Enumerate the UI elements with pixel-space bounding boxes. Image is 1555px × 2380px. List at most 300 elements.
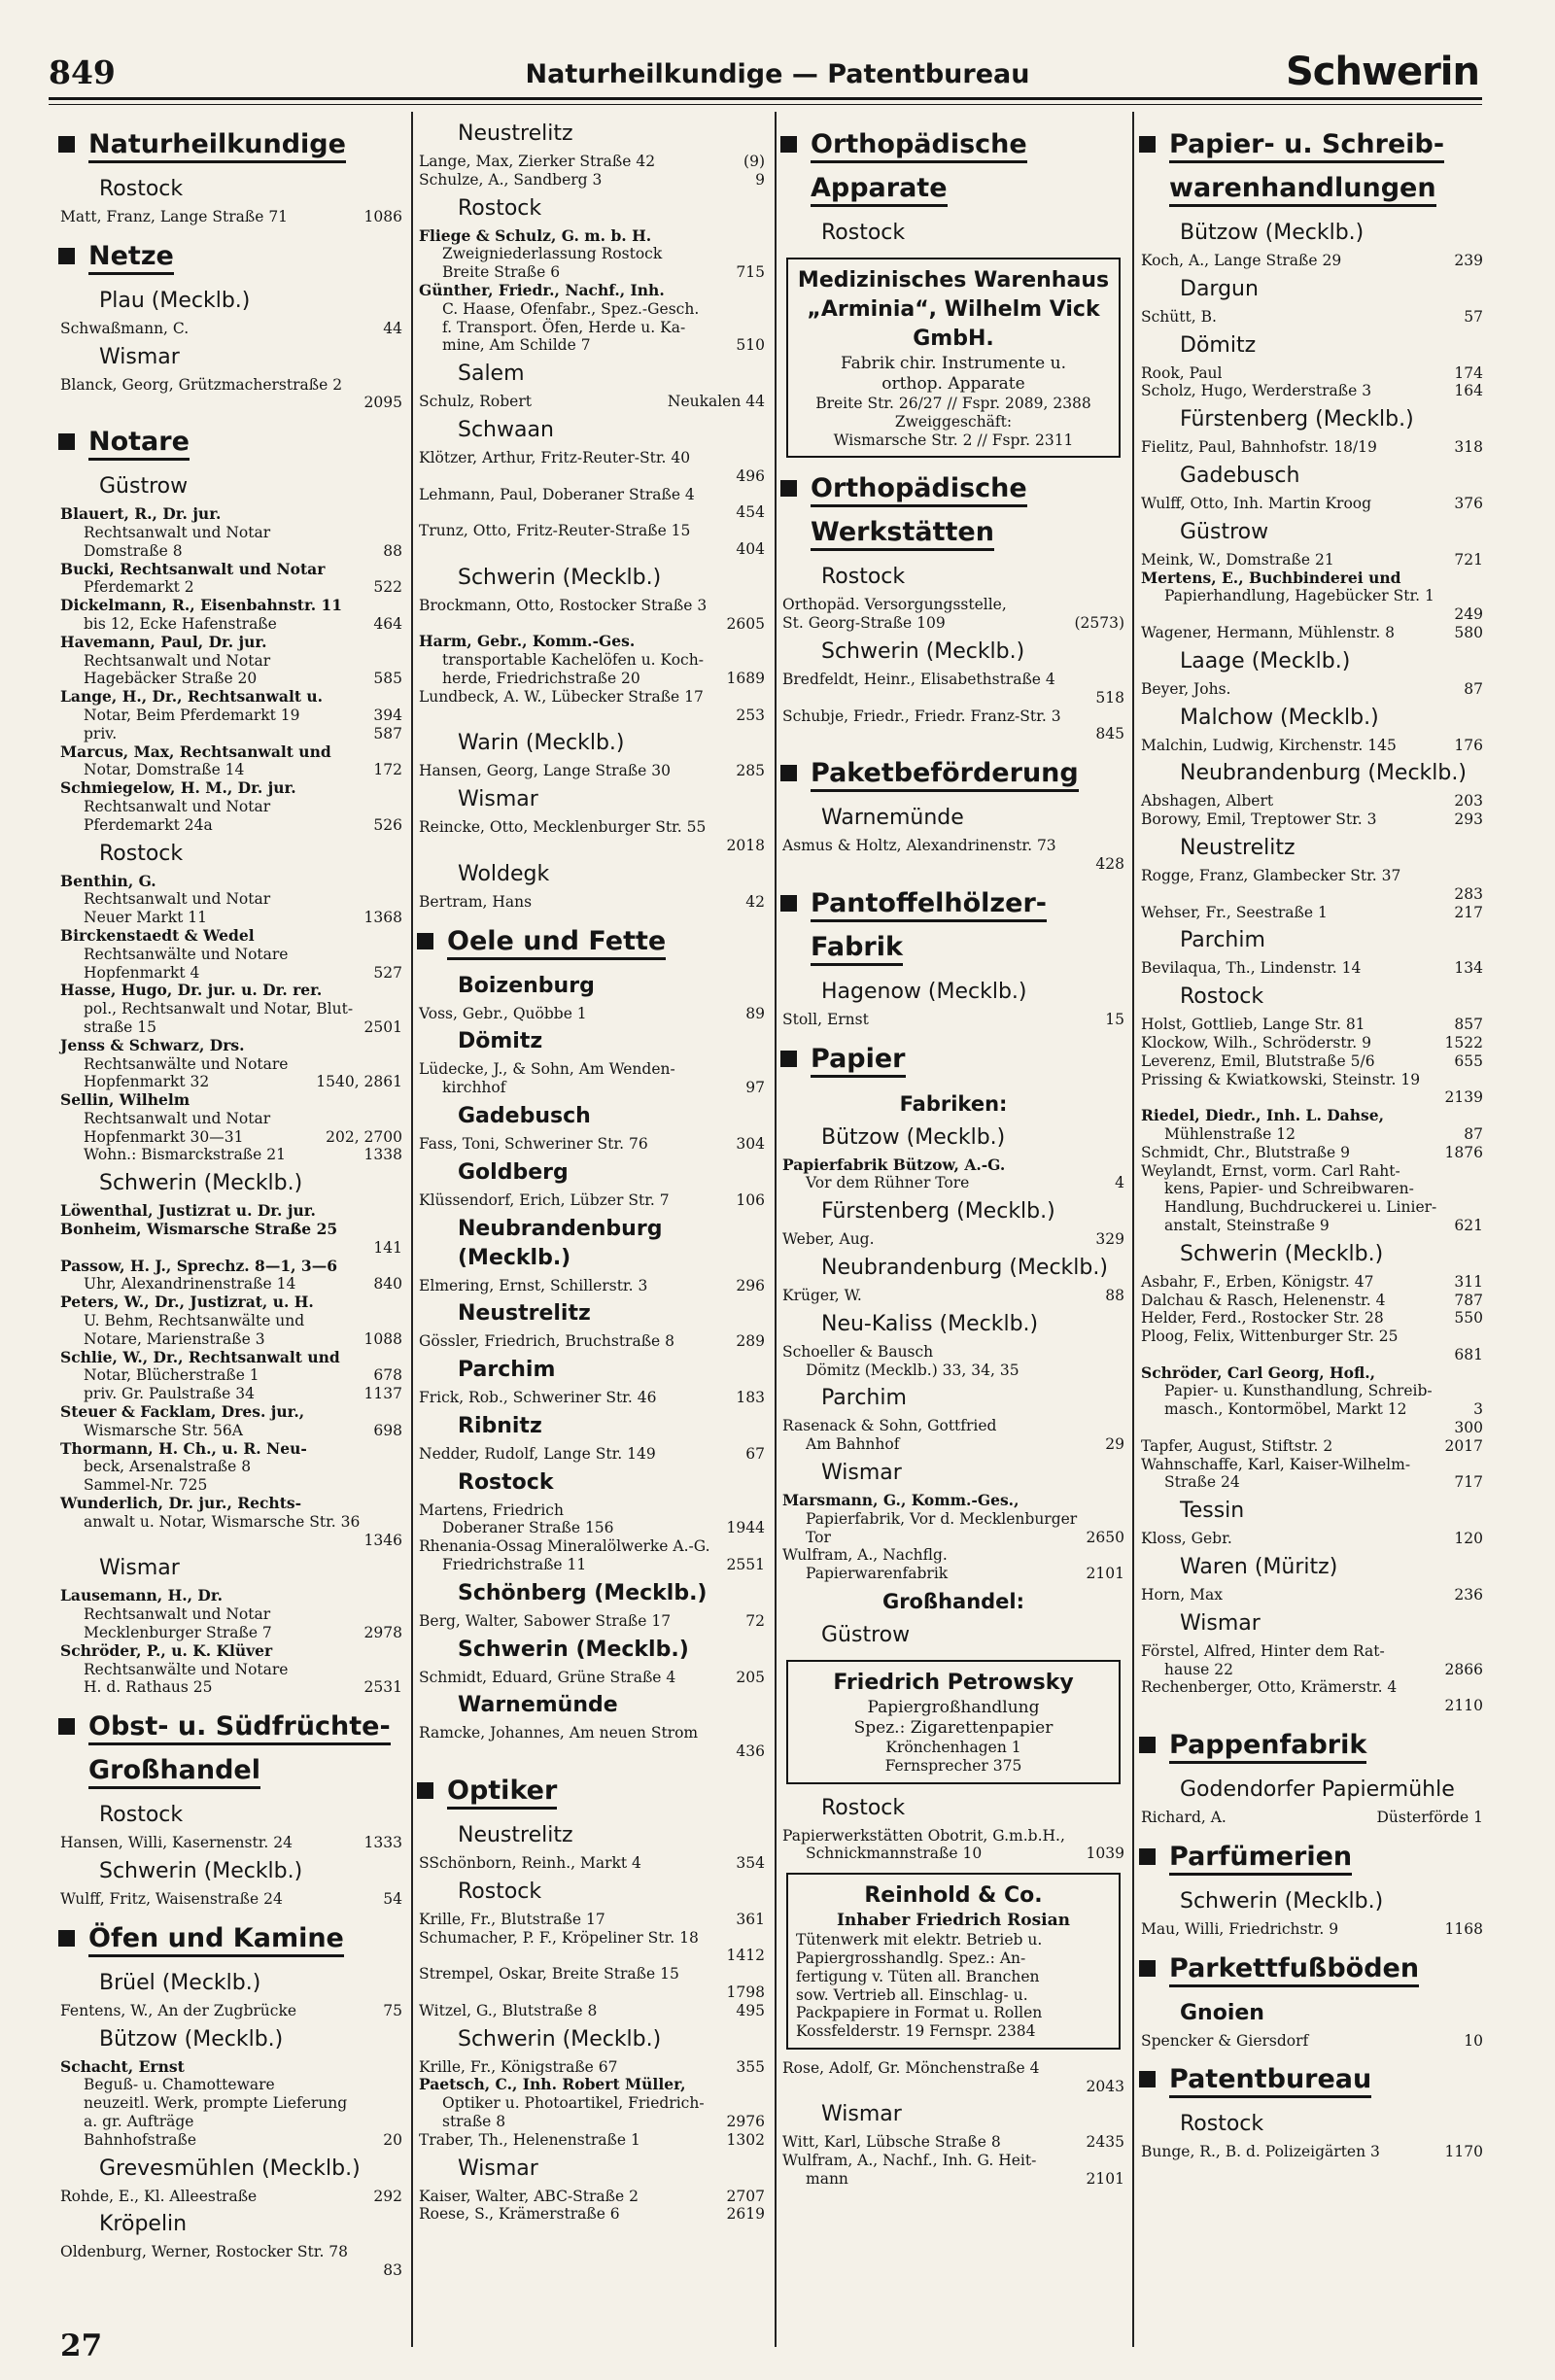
- entry-text: Birckenstaedt & Wedel: [60, 925, 255, 945]
- entry-text: Wulff, Fritz, Waisenstraße 24: [60, 1890, 283, 1908]
- entry-text: Am Bahnhof: [806, 1435, 900, 1454]
- entry-text: [782, 2078, 1081, 2096]
- directory-entry: [419, 1947, 765, 1965]
- entry-text: Steuer & Facklam, Dres. jur.,: [60, 1402, 305, 1422]
- entry-phone: 2707: [726, 2187, 765, 2205]
- directory-entry: [1141, 1071, 1483, 1089]
- directory-entry: [60, 1037, 402, 1055]
- entry-text: Schoeller & Bausch: [782, 1342, 934, 1361]
- entry-text: Tapfer, August, Stiftstr. 2: [1141, 1436, 1333, 1455]
- entry-text: Passow, H. J., Sprechz. 8—1, 3—6: [60, 1256, 337, 1275]
- entry-text: Doberaner Straße 156: [442, 1519, 614, 1537]
- section-heading: [780, 882, 1124, 925]
- entry-text: [1141, 885, 1448, 904]
- city-heading: Malchow (Mecklb.): [1180, 705, 1379, 730]
- ad-line: Reinhold & Co.: [864, 1883, 1043, 1909]
- entry-text: Lundbeck, A. W., Lübecker Straße 17: [419, 687, 704, 706]
- directory-entry: [419, 1277, 765, 1295]
- entry-phone: 1689: [726, 669, 765, 687]
- entry-text: Kaiser, Walter, ABC-Straße 2: [419, 2187, 639, 2205]
- entry-phone: 283: [1454, 884, 1483, 903]
- directory-entry: [1141, 382, 1483, 400]
- section-heading: [780, 167, 1124, 210]
- entry-phone: 205: [736, 1668, 765, 1686]
- entry-text: herde, Friedrichstraße 20: [442, 669, 640, 687]
- directory-entry: [419, 762, 765, 780]
- directory-entry: [60, 964, 402, 983]
- entry-text: Rechtsanwalt und Notar: [84, 1109, 271, 1127]
- directory-entry: [419, 336, 765, 355]
- section-title-text: Oele und Fette: [447, 926, 666, 960]
- entry-text: Rechtsanwalt und Notar: [84, 651, 271, 670]
- header-rule-top: [49, 97, 1482, 100]
- directory-entry: [782, 1343, 1124, 1362]
- running-title: Naturheilkundige — Patentbureau: [525, 59, 1030, 89]
- section-heading: [1139, 123, 1483, 166]
- directory-entry: [419, 393, 765, 411]
- entry-phone: 1086: [363, 208, 402, 225]
- city-heading: Bützow (Mecklb.): [821, 1124, 1006, 1150]
- entry-phone: 698: [373, 1421, 402, 1439]
- directory-entry: [419, 1389, 765, 1407]
- directory-entry: [1141, 252, 1483, 270]
- entry-text: anstalt, Steinstraße 9: [1164, 1216, 1330, 1234]
- entry-phone: 15: [1105, 1010, 1124, 1028]
- directory-entry: [782, 855, 1124, 874]
- entry-phone: 176: [1454, 736, 1483, 754]
- entry-text: Neuer Markt 11: [84, 909, 208, 927]
- entry-text: straße 8: [442, 2113, 506, 2131]
- entry-phone: 2619: [726, 2205, 765, 2224]
- ad-line: „Arminia“, Wilhelm Vick GmbH.: [807, 297, 1100, 351]
- directory-entry: [1141, 2143, 1483, 2161]
- entry-text: Blanck, Georg, Grützmacherstraße 2: [60, 375, 343, 394]
- directory-entry: [419, 171, 765, 190]
- section-heading: [58, 1917, 402, 1960]
- section-marker-icon: [417, 1782, 433, 1799]
- directory-entry: [419, 1060, 765, 1079]
- entry-text: Papier- u. Kunsthandlung, Schreib-: [1164, 1382, 1433, 1400]
- entry-text: Traber, Th., Helenenstraße 1: [419, 2130, 640, 2149]
- directory-entry: [1141, 587, 1483, 605]
- ad-line: Packpapiere in Format u. Rollen: [796, 2004, 1043, 2022]
- city-heading: Dömitz: [1180, 332, 1257, 358]
- city-heading: Grevesmühlen (Mecklb.): [99, 2156, 361, 2181]
- entry-text: Schnickmannstraße 10: [806, 1845, 983, 1863]
- entry-text: Hopfenmarkt 4: [84, 963, 200, 982]
- entry-text: Rasenack & Sohn, Gottfried: [782, 1417, 997, 1435]
- entry-text: Trunz, Otto, Fritz-Reuter-Straße 15: [419, 522, 691, 540]
- entry-phone: 1137: [363, 1385, 402, 1403]
- entry-text: Asbahr, F., Erben, Königstr. 47: [1141, 1272, 1374, 1291]
- section-title: [88, 1706, 391, 1748]
- section-heading: [58, 421, 402, 464]
- entry-text: H. d. Rathaus 25: [84, 1678, 213, 1697]
- entry-phone: 293: [1454, 811, 1483, 829]
- city-heading: Dargun: [1180, 276, 1259, 301]
- entry-text: Schmidt, Eduard, Grüne Straße 4: [419, 1668, 676, 1686]
- entry-phone: 29: [1105, 1435, 1124, 1454]
- entry-text: Oldenburg, Werner, Rostocker Str. 78: [60, 2243, 349, 2261]
- directory-entry: [782, 1287, 1124, 1305]
- entry-phone: 394: [373, 706, 402, 724]
- ad-line: Tütenwerk mit elektr. Betrieb u.: [796, 1931, 1043, 1949]
- city-heading: Kröpelin: [99, 2212, 188, 2237]
- directory-entry: [1141, 904, 1483, 922]
- directory-entry: [419, 503, 765, 522]
- directory-entry: [782, 1011, 1124, 1029]
- section-title-text: Patentbureau: [1169, 2064, 1371, 2098]
- entry-text: Rechenberger, Otto, Krämerstr. 4: [1141, 1678, 1398, 1697]
- directory-entry: [60, 798, 402, 816]
- entry-phone: 2501: [363, 1018, 402, 1036]
- entry-phone: 2605: [726, 614, 765, 633]
- entry-text: Mecklenburger Straße 7: [84, 1624, 272, 1642]
- directory-entry: [782, 1435, 1124, 1454]
- directory-entry: [1141, 495, 1483, 513]
- entry-phone: 857: [1454, 1016, 1483, 1034]
- entry-text: Schröder, P., u. K. Klüver: [60, 1640, 273, 1660]
- section-heading: [780, 467, 1124, 510]
- section-title-text: Papier: [811, 1044, 906, 1078]
- directory-entry: [60, 725, 402, 743]
- directory-entry: [60, 1239, 402, 1258]
- entry-text: Elmering, Ernst, Schillerstr. 3: [419, 1276, 648, 1294]
- section-marker-icon: [58, 1930, 75, 1947]
- entry-text: Rechtsanwälte und Notare: [84, 945, 289, 963]
- section-title-text: Netze: [88, 241, 174, 275]
- section-heading: [780, 123, 1124, 166]
- entry-text: Hasse, Hugo, Dr. jur. u. Dr. rer.: [60, 981, 323, 1000]
- directory-entry: [60, 1403, 402, 1422]
- entry-phone: 300: [1454, 1419, 1483, 1437]
- directory-entry: [60, 208, 402, 226]
- entry-text: Handlung, Buchdruckerei u. Linier-: [1164, 1198, 1437, 1217]
- city-heading: Schwerin (Mecklb.): [1180, 1888, 1384, 1914]
- section-heading: [417, 1770, 765, 1812]
- entry-text: Wahnschaffe, Karl, Kaiser-Wilhelm-: [1141, 1455, 1411, 1473]
- directory-entry: [60, 1258, 402, 1276]
- directory-entry: [1141, 680, 1483, 699]
- directory-entry: [1141, 1125, 1483, 1144]
- section-heading: [1139, 1836, 1483, 1879]
- entry-phone: 496: [736, 466, 765, 485]
- entry-text: Krille, Fr., Königstraße 67: [419, 2057, 618, 2076]
- section-heading: [417, 920, 765, 963]
- entry-phone: 2139: [1444, 1088, 1483, 1107]
- entry-phone: 1368: [363, 909, 402, 927]
- city-heading: Fürstenberg (Mecklb.): [1180, 407, 1414, 432]
- entry-text: Bevilaqua, Th., Lindenstr. 14: [1141, 959, 1362, 978]
- entry-text: [419, 503, 730, 522]
- directory-entry: [60, 1000, 402, 1018]
- entry-text: Rechtsanwalt und Notar: [84, 797, 271, 815]
- entry-text: [782, 855, 1089, 874]
- city-heading: Brüel (Mecklb.): [99, 1970, 261, 1995]
- section-title: [1169, 1724, 1366, 1767]
- section-marker-icon: [58, 1718, 75, 1735]
- entry-text: Schlie, W., Dr., Rechtsanwalt und: [60, 1347, 340, 1366]
- directory-entry: [60, 1587, 402, 1605]
- entry-phone: 2018: [726, 836, 765, 854]
- city-heading: Gadebusch: [458, 1103, 591, 1128]
- section-heading: [1139, 2058, 1483, 2101]
- entry-text: neuzeitl. Werk, prompte Lieferung: [84, 2094, 348, 2113]
- entry-phone: Düsterförde 1: [1376, 1809, 1483, 1827]
- directory-entry: [1141, 1309, 1483, 1328]
- city-heading: Wismar: [821, 1460, 902, 1485]
- section-heading: [1139, 1948, 1483, 1990]
- entry-text: priv. Gr. Paulstraße 34: [84, 1385, 255, 1403]
- directory-entry: [60, 779, 402, 798]
- entry-phone: 285: [736, 762, 765, 780]
- entry-text: Papierhandlung, Hagebücker Str. 1: [1164, 587, 1434, 605]
- entry-text: Optiker u. Photoartikel, Friedrich-: [442, 2094, 705, 2113]
- entry-text: Wehser, Fr., Seestraße 1: [1141, 903, 1328, 921]
- entry-text: priv.: [84, 724, 118, 742]
- entry-phone: 54: [383, 1890, 402, 1908]
- entry-text: Holst, Gottlieb, Lange Str. 81: [1141, 1016, 1365, 1034]
- directory-entry: [60, 873, 402, 891]
- directory-entry: [419, 1135, 765, 1154]
- city-heading: Neubrandenburg (Mecklb.): [1180, 761, 1467, 786]
- section-marker-icon: [1139, 136, 1156, 153]
- directory-entry: [1141, 792, 1483, 811]
- entry-text: Papierwarenfabrik: [806, 1565, 949, 1583]
- running-city: Schwerin: [1286, 50, 1479, 94]
- entry-phone: 1088: [363, 1329, 402, 1348]
- entry-text: [60, 1532, 359, 1550]
- entry-phone: 2976: [726, 2113, 765, 2131]
- entry-phone: 97: [745, 1079, 765, 1097]
- directory-entry: [782, 1492, 1124, 1510]
- directory-entry: [1141, 569, 1483, 588]
- entry-text: Papierfabrik Bützow, A.-G.: [782, 1155, 1006, 1174]
- entry-text: Scholz, Hugo, Werderstraße 3: [1141, 382, 1372, 400]
- city-heading: Fürstenberg (Mecklb.): [821, 1199, 1055, 1224]
- city-heading: Neu-Kaliss (Mecklb.): [821, 1311, 1039, 1336]
- directory-entry: [1141, 1400, 1483, 1419]
- directory-entry: [419, 245, 765, 263]
- entry-phone: 1876: [1444, 1143, 1483, 1161]
- directory-entry: [60, 652, 402, 671]
- city-heading: Schwaan: [458, 417, 554, 442]
- entry-phone: 2650: [1086, 1528, 1124, 1546]
- directory-entry: [1141, 364, 1483, 383]
- section-heading: [780, 511, 1124, 554]
- city-heading: Rostock: [1180, 984, 1264, 1010]
- entry-text: Lange, H., Dr., Rechtsanwalt u.: [60, 687, 324, 707]
- directory-entry: [1141, 1162, 1483, 1181]
- directory-entry: [60, 542, 402, 561]
- directory-entry: [1141, 1364, 1483, 1383]
- ad-line: Spez.: Zigarettenpapier: [853, 1717, 1054, 1738]
- entry-text: Lehmann, Paul, Doberaner Straße 4: [419, 485, 695, 503]
- entry-phone: 20: [383, 2130, 402, 2149]
- directory-entry: [60, 927, 402, 946]
- directory-entry: [60, 505, 402, 524]
- directory-entry: [419, 282, 765, 300]
- entry-text: Notar, Domstraße 14: [84, 761, 245, 779]
- entry-text: Straße 24: [1164, 1473, 1240, 1492]
- entry-text: Papierfabrik, Vor d. Mecklenburger: [806, 1509, 1078, 1528]
- directory-entry: [60, 946, 402, 964]
- entry-text: Wohn.: Bismarckstraße 21: [84, 1146, 286, 1164]
- entry-phone: 3: [1473, 1400, 1483, 1419]
- city-heading: Güstrow: [821, 1622, 911, 1647]
- city-heading: Schwerin (Mecklb.): [458, 1637, 689, 1662]
- entry-text: Berg, Walter, Sabower Straße 17: [419, 1611, 672, 1630]
- entry-phone: 1944: [726, 1519, 765, 1537]
- entry-phone: 495: [736, 2001, 765, 2019]
- entry-phone: 2551: [726, 1556, 765, 1574]
- section-title: [811, 467, 1027, 510]
- entry-text: Rechtsanwalt und Notar: [84, 523, 271, 541]
- entry-phone: 587: [373, 724, 402, 742]
- advertisement-box: [786, 1660, 1121, 1784]
- directory-entry: [1141, 1419, 1483, 1437]
- city-heading: Rostock: [1180, 2112, 1264, 2137]
- entry-text: U. Behm, Rechtsanwälte und: [84, 1312, 305, 1330]
- entry-phone: 2435: [1086, 2133, 1124, 2152]
- entry-text: bis 12, Ecke Hafenstraße: [84, 614, 277, 633]
- city-heading: Laage (Mecklb.): [1180, 648, 1351, 673]
- city-heading: Schwerin (Mecklb.): [458, 565, 662, 590]
- column-divider: [1132, 112, 1134, 2347]
- entry-phone: 454: [736, 503, 765, 522]
- directory-entry: [419, 540, 765, 559]
- section-title-text: Großhandel: [88, 1755, 260, 1789]
- directory-entry: [1141, 959, 1483, 978]
- ad-line: Fernsprecher 375: [884, 1756, 1022, 1775]
- city-heading: Boizenburg: [458, 973, 595, 998]
- entry-text: Weylandt, Ernst, vorm. Carl Raht-: [1141, 1161, 1400, 1180]
- entry-phone: 183: [736, 1389, 765, 1407]
- entry-phone: 57: [1464, 307, 1483, 326]
- city-heading: Neustrelitz: [458, 1823, 573, 1848]
- entry-text: Rook, Paul: [1141, 363, 1223, 382]
- directory-entry: [782, 1510, 1124, 1529]
- entry-text: Martens, Friedrich: [419, 1500, 564, 1519]
- directory-entry: [1141, 1920, 1483, 1939]
- entry-text: Tor: [806, 1528, 831, 1546]
- section-title: [811, 167, 948, 210]
- entry-phone: 4: [1115, 1174, 1124, 1192]
- section-title: [447, 920, 666, 963]
- entry-phone: 376: [1454, 494, 1483, 512]
- column-3: [782, 115, 1124, 2189]
- directory-entry: [1141, 1382, 1483, 1400]
- city-heading: Neustrelitz: [458, 1301, 591, 1327]
- directory-entry: [60, 2113, 402, 2131]
- entry-text: Bahnhofstraße: [84, 2130, 197, 2149]
- entry-text: Schröder, Carl Georg, Hofl.,: [1141, 1362, 1376, 1382]
- directory-entry: [60, 2261, 402, 2280]
- directory-entry: [419, 651, 765, 670]
- entry-text: Mau, Willi, Friedrichstr. 9: [1141, 1919, 1339, 1938]
- directory-entry: [419, 1669, 765, 1687]
- city-heading: Dömitz: [458, 1029, 543, 1054]
- section-title-text: Werkstätten: [811, 517, 994, 551]
- ad-line: Krönchenhagen 1: [885, 1738, 1021, 1756]
- directory-entry: [1141, 885, 1483, 904]
- entry-text: transportable Kachelöfen u. Koch-: [442, 651, 704, 670]
- section-title-text: Pantoffelhölzer-: [811, 888, 1047, 922]
- entry-text: Gössler, Friedrich, Bruchstraße 8: [419, 1332, 675, 1351]
- entry-text: Orthopäd. Versorgungsstelle,: [782, 596, 1007, 614]
- directory-entry: [419, 300, 765, 319]
- directory-entry: [782, 614, 1124, 633]
- entry-text: Schmiegelow, H. M., Dr. jur.: [60, 778, 296, 798]
- entry-text: Horn, Max: [1141, 1586, 1223, 1604]
- entry-phone: 75: [383, 2001, 402, 2019]
- directory-entry: [419, 227, 765, 246]
- section-title-text: Apparate: [811, 173, 948, 207]
- entry-text: Marsmann, G., Komm.-Ges.,: [782, 1490, 1019, 1509]
- directory-entry: [60, 320, 402, 338]
- directory-entry: [60, 376, 402, 395]
- city-heading: Wismar: [99, 344, 180, 369]
- city-heading: Neubrandenburg (Mecklb.): [458, 1216, 663, 1270]
- city-heading: Rostock: [99, 1803, 184, 1828]
- entry-text: Sellin, Wilhelm: [60, 1090, 190, 1110]
- directory-entry: [419, 449, 765, 467]
- entry-phone: 655: [1454, 1052, 1483, 1070]
- directory-entry: [419, 615, 765, 634]
- city-heading: Güstrow: [1180, 519, 1269, 544]
- city-heading: Parchim: [458, 1358, 556, 1383]
- entry-phone: 249: [1454, 605, 1483, 624]
- directory-entry: [1141, 1530, 1483, 1548]
- directory-entry: [60, 634, 402, 652]
- entry-text: Bonheim, Wismarsche Straße 25: [60, 1220, 338, 1239]
- directory-entry: [60, 1532, 402, 1550]
- directory-entry: [60, 1476, 402, 1495]
- entry-phone: 1338: [363, 1146, 402, 1164]
- city-heading: Waren (Müritz): [1180, 1555, 1338, 1580]
- entry-text: Schubje, Friedr., Friedr. Franz-Str. 3: [782, 707, 1061, 725]
- entry-text: Pferdemarkt 2: [84, 578, 194, 597]
- directory-entry: [419, 597, 765, 615]
- entry-text: kirchhof: [442, 1079, 506, 1097]
- entry-phone: 202, 2700: [326, 1127, 402, 1146]
- directory-entry: [60, 1495, 402, 1513]
- entry-text: pol., Rechtsanwalt und Notar, Blut-: [84, 1000, 354, 1018]
- entry-text: Klötzer, Arthur, Fritz-Reuter-Str. 40: [419, 448, 691, 466]
- entry-phone: 787: [1454, 1291, 1483, 1309]
- city-heading: Warnemünde: [458, 1693, 618, 1718]
- entry-phone: 721: [1454, 550, 1483, 569]
- ad-line: Friedrich Petrowsky: [833, 1670, 1074, 1695]
- entry-text: Bunge, R., B. d. Polizeigärten 3: [1141, 2143, 1380, 2161]
- entry-text: Günther, Friedr., Nachf., Inh.: [419, 280, 665, 299]
- city-heading: Parchim: [821, 1386, 907, 1411]
- entry-text: Klüssendorf, Erich, Lübzer Str. 7: [419, 1190, 670, 1209]
- entry-text: Roese, S., Krämerstraße 6: [419, 2205, 620, 2224]
- section-title: [811, 926, 903, 969]
- directory-entry: [782, 1230, 1124, 1249]
- entry-text: Notar, Beim Pferdemarkt 19: [84, 706, 300, 724]
- entry-phone: 621: [1454, 1216, 1483, 1234]
- directory-entry: [60, 561, 402, 579]
- entry-text: anwalt u. Notar, Wismarsche Str. 36: [84, 1512, 361, 1531]
- directory-entry: [60, 2002, 402, 2020]
- entry-text: Meink, W., Domstraße 21: [1141, 550, 1334, 569]
- entry-text: Uhr, Alexandrinenstraße 14: [84, 1275, 296, 1293]
- entry-phone: 217: [1454, 903, 1483, 921]
- entry-text: Krille, Fr., Blutstraße 17: [419, 1910, 605, 1928]
- city-heading: Neustrelitz: [458, 121, 573, 146]
